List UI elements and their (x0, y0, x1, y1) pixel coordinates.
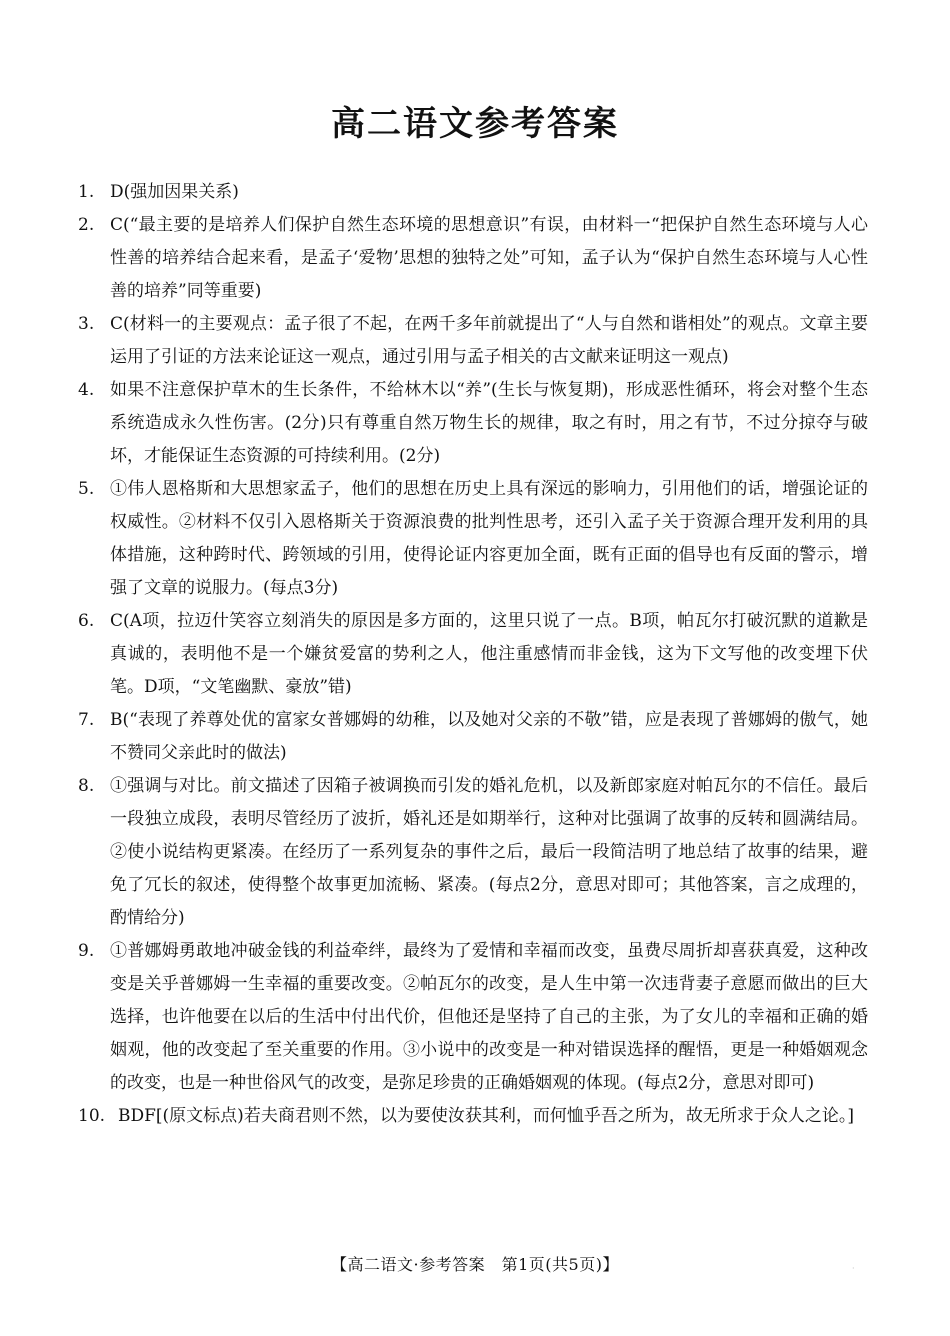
answer-item-3 (78, 308, 868, 374)
answer-number: 4. (78, 380, 95, 400)
answer-item-1 (78, 176, 868, 209)
answer-text: BDF[(原文标点)若夫商君则不然，以为要使汝获其利，而何恤乎吾之所为，故无所求于众人之论。] (118, 1106, 854, 1126)
corner-mark: · (852, 1264, 855, 1273)
answer-number: 5. (78, 479, 95, 499)
answer-item-2 (78, 209, 868, 308)
answer-text: C(材料一的主要观点：孟子很了不起，在两千多年前就提出了“人与自然和谐相处”的观点。文章主要运用了引证的方法来论证这一观点，通过引用与孟子相关的古文献来证明这一观点) (110, 314, 868, 367)
answer-number: 3. (78, 314, 95, 334)
answer-item-8 (78, 770, 868, 935)
answer-item-6 (78, 605, 868, 704)
answer-text: D(强加因果关系) (110, 182, 239, 202)
answer-item-9 (78, 935, 868, 1100)
answer-number: 9. (78, 941, 95, 961)
answer-number: 6. (78, 611, 95, 631)
answer-number: 8. (78, 776, 95, 796)
answer-item-5 (78, 473, 868, 605)
document-title: 高二语文参考答案 (331, 104, 619, 144)
answer-text: C(“最主要的是培养人们保护自然生态环境的思想意识”有误，由材料一“把保护自然生态环境与人心性善的培养结合起来看，是孟子‘爱物’思想的独特之处”可知，孟子认为“保护自然生态环境与人心性善的培养”同等重要) (110, 215, 868, 301)
answer-text: C(A项，拉迈什笑容立刻消失的原因是多方面的，这里只说了一点。B项，帕瓦尔打破沉默的道歉是真诚的，表明他不是一个嫌贫爱富的势利之人，他注重感情而非金钱，这为下文写他的改变埋下伏笔。D项，“文笔幽默、豪放”错) (110, 611, 868, 697)
answer-text: ①伟人恩格斯和大思想家孟子，他们的思想在历史上具有深远的影响力，引用他们的话，增强论证的权威性。②材料不仅引入恩格斯关于资源浪费的批判性思考，还引入孟子关于资源合理开发利用的具体措施，这种跨时代、跨领域的引用，使得论证内容更加全面，既有正面的倡导也有反面的警示，增强了文章的说服力。(每点3分) (110, 479, 868, 598)
answer-number: 10. (78, 1106, 106, 1126)
answer-item-4 (78, 374, 868, 473)
answer-item-7 (78, 704, 868, 770)
answer-list (78, 176, 868, 1133)
answer-text: ①强调与对比。前文描述了因箱子被调换而引发的婚礼危机，以及新郎家庭对帕瓦尔的不信任。最后一段独立成段，表明尽管经历了波折，婚礼还是如期举行，这种对比强调了故事的反转和圆满结局。②使小说结构更紧凑。在经历了一系列复杂的事件之后，最后一段简洁明了地总结了故事的结果，避免了冗长的叙述，使得整个故事更加流畅、紧凑。(每点2分，意思对即可；其他答案，言之成理的，酌情给分) (110, 776, 868, 928)
answer-text: ①普娜姆勇敢地冲破金钱的利益牵绊，最终为了爱情和幸福而改变，虽费尽周折却喜获真爱，这种改变是关乎普娜姆一生幸福的重要改变。②帕瓦尔的改变，是人生中第一次违背妻子意愿而做出的巨大选择，也许他要在以后的生活中付出代价，但他还是坚持了自己的主张，为了女儿的幸福和正确的婚姻观，他的改变起了至关重要的作用。③小说中的改变是一种对错误选择的醒悟，更是一种婚姻观念的改变，也是一种世俗风气的改变，是弥足珍贵的正确婚姻观的体现。(每点2分，意思对即可) (110, 941, 868, 1093)
answer-item-10 (78, 1100, 868, 1133)
page-footer: 【高二语文·参考答案 第1页(共5页)】 (331, 1255, 619, 1274)
answer-text: B(“表现了养尊处优的富家女普娜姆的幼稚，以及她对父亲的不敬”错，应是表现了普娜姆的傲气，她不赞同父亲此时的做法) (110, 710, 868, 763)
answer-text: 如果不注意保护草木的生长条件，不给林木以“养”(生长与恢复期)，形成恶性循环，将会对整个生态系统造成永久性伤害。(2分)只有尊重自然万物生长的规律，取之有时，用之有节，不过分掠夺与破坏，才能保证生态资源的可持续利用。(2分) (110, 380, 868, 466)
answer-number: 7. (78, 710, 95, 730)
answer-number: 1. (78, 182, 95, 202)
answer-number: 2. (78, 215, 95, 235)
